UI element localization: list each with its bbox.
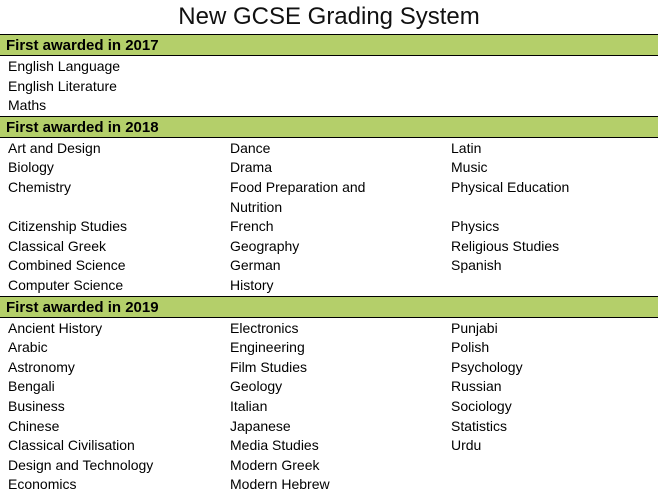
subject-column-3 [443, 139, 658, 296]
subject-item: Computer Science [8, 276, 124, 293]
section-2019 [0, 296, 658, 495]
subject-item: Media Studies [230, 437, 319, 454]
subject-item: Italian [230, 397, 268, 414]
subject-item: Combined Science [8, 257, 126, 274]
section-2018 [0, 116, 658, 296]
subject-item: Music [451, 159, 488, 176]
page-title: New GCSE Grading System [178, 3, 480, 30]
section-header-2019: First awarded in 2019 [0, 296, 658, 318]
subject-column-3 [443, 57, 658, 116]
subject-item: Citizenship Studies [8, 218, 128, 235]
subject-item: Classical Greek [8, 237, 107, 254]
subject-column-3 [443, 319, 658, 495]
subject-item: Drama [230, 159, 273, 176]
subject-column-2 [222, 319, 443, 495]
subject-column-2 [222, 139, 443, 296]
subject-grid-2017 [0, 56, 658, 116]
subject-item: Geology [230, 378, 283, 395]
subject-item: Geography [230, 237, 300, 254]
subject-item-empty [443, 198, 658, 218]
section-header-2018: First awarded in 2018 [0, 116, 658, 138]
section-header-2017: First awarded in 2017 [0, 34, 658, 56]
subject-item: Food Preparation and Nutrition [230, 178, 366, 215]
subject-item: Japanese [230, 417, 291, 434]
subject-column-1 [0, 57, 222, 116]
subject-item: Design and Technology [8, 456, 154, 473]
subject-item: Russian [451, 378, 502, 395]
subject-item: Religious Studies [451, 237, 560, 254]
subject-item: Classical Civilisation [8, 437, 135, 454]
subject-item: Bengali [8, 378, 55, 395]
subject-item: Sociology [451, 397, 512, 414]
subject-item: Chemistry [8, 178, 72, 195]
subject-item: Physics [451, 218, 500, 235]
subject-item: Polish [451, 339, 490, 356]
subject-item: Urdu [451, 437, 482, 454]
subject-grid-2019 [0, 318, 658, 495]
subject-item: Film Studies [230, 358, 308, 375]
subject-item: Business [8, 397, 65, 414]
subject-grid-2018 [0, 138, 658, 296]
subject-item: Modern Greek [230, 456, 320, 473]
subject-item: Statistics [451, 417, 508, 434]
subject-item: Punjabi [451, 319, 498, 336]
subject-item: Chinese [8, 417, 60, 434]
subject-item: Psychology [451, 358, 523, 375]
subject-item: English Language [8, 58, 121, 74]
subject-item: Physical Education [451, 178, 570, 195]
subject-item: Astronomy [8, 358, 75, 375]
subject-column-1 [0, 139, 222, 296]
subject-item: Latin [451, 139, 482, 156]
subject-item: Arabic [8, 339, 48, 356]
subject-item: Ancient History [8, 319, 103, 336]
subject-item: History [230, 276, 274, 293]
subject-item: Dance [230, 139, 271, 156]
subject-item: Spanish [451, 257, 502, 274]
subject-item: Electronics [230, 319, 299, 336]
subject-item: German [230, 257, 281, 274]
subject-column-1 [0, 319, 222, 495]
subject-item: French [230, 218, 274, 235]
subject-item: Modern Hebrew [230, 476, 330, 493]
subject-item: Economics [8, 476, 77, 493]
subject-item: Biology [8, 159, 54, 176]
subject-column-2 [222, 57, 443, 116]
subject-item-empty [0, 198, 222, 218]
subject-item: Engineering [230, 339, 305, 356]
section-2017 [0, 34, 658, 116]
subject-item: English Literature [8, 77, 117, 94]
subject-item: Art and Design [8, 139, 101, 156]
subject-item: Maths [8, 97, 47, 114]
